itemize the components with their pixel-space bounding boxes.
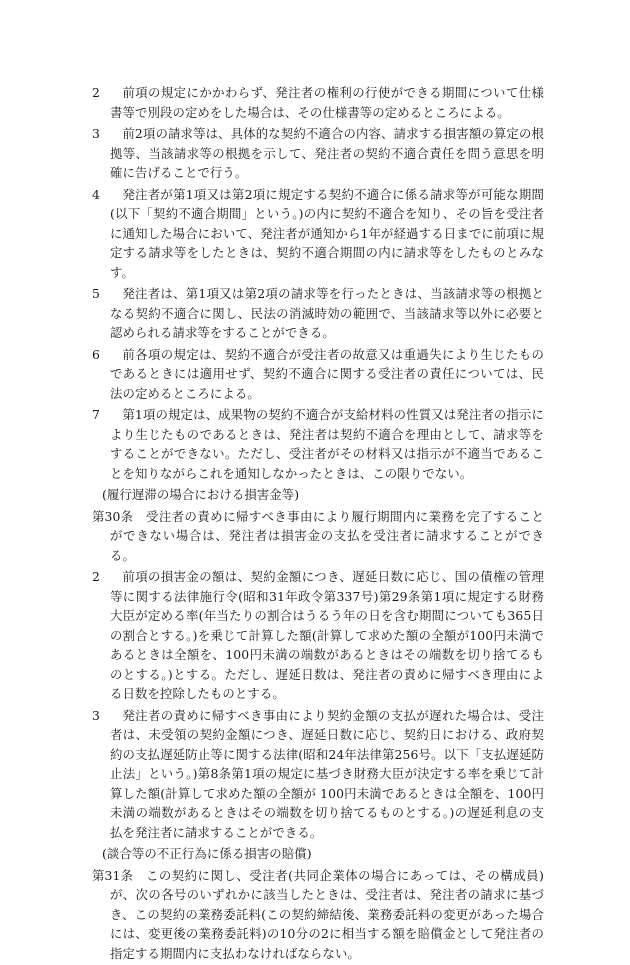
clause-29-3 <box>92 124 544 183</box>
article-30-heading: (履行遅滞の場合における損害金等) <box>102 487 300 502</box>
clause-number: 7 <box>92 407 100 422</box>
clause-30-3 <box>92 706 544 843</box>
clause-number: 2 <box>92 85 100 100</box>
clause-text: 前各項の規定は、契約不適合が受注者の故意又は重過失により生じたものであるときには適用せず、契約不適合に関する受注者の責任については、民法の定めるところによる。 <box>110 346 544 401</box>
clause-29-4 <box>92 185 544 283</box>
article-number: 第30条 <box>92 508 133 524</box>
clause-number: 3 <box>92 126 100 141</box>
clause-number: 3 <box>92 707 100 723</box>
clause-text: 発注者は、第1項又は第2項の請求等を行ったときは、当該請求等の根拠となる契約不適合に関し、民法の消滅時効の範囲で、当該請求等以外に必要と認められる請求等をすることができる。 <box>110 286 544 340</box>
clause-number: 5 <box>92 286 100 301</box>
article-text: この契約に関し、受注者(共同企業体の場合にあっては、その構成員)が、次の各号のいずれかに該当したときは、受注者は、発注者の請求に基づき、この契約の業務委託料(この契約締結後、業務委託料の変更があった場合には、変更後の業務委託料)の10分の2に相当する額を賠償金として発注者の指定する期間内に支払わなければならない。 <box>110 867 544 961</box>
article-number: 第31条 <box>92 867 133 883</box>
document-body <box>92 83 544 965</box>
clause-29-5 <box>92 284 544 343</box>
clause-29-7 <box>92 405 544 483</box>
clause-text: 第1項の規定は、成果物の契約不適合が支給材料の性質又は発注者の指示により生じたものであるときは、発注者は契約不適合を理由として、請求等をすることができない。ただし、受注者がその材料又は指示が不適当であることを知りながらこれを通知しなかったときは、この限りでない。 <box>110 407 544 481</box>
clause-29-2 <box>92 83 544 122</box>
article-31-heading: (談合等の不正行為に係る損害の賠償) <box>102 846 312 861</box>
clause-text: 発注者の責めに帰すべき事由により契約金額の支払が遅れた場合は、受注者は、未受領の契約金額につき、遅延日数に応じ、契約日における、政府契約の支払遅延防止等に関する法律(昭和24年法律第256号。以下「支払遅延防止法」という。)第8条第1項の規定に基づき財務大臣が決定する率を乗じて計算した額(計算して求めた額の全額が 100円未満であるときは全額を、100円未満の端数があるときはその端数を切り捨てるものとする。)の遅延利息の支払を発注者に請求することができる。 <box>110 707 544 840</box>
clause-text: 前2項の請求等は、具体的な契約不適合の内容、請求する損害額の算定の根拠等、当該請求等の根拠を示して、発注者の契約不適合責任を問う意思を明確に告げることで行う。 <box>110 126 544 180</box>
clause-29-6 <box>92 345 544 404</box>
clause-30-2 <box>92 567 544 704</box>
article-31 <box>92 866 544 964</box>
article-text: 受注者の責めに帰すべき事由により履行期間内に業務を完了することができない場合は、発注者は損害金の支払を受注者に請求することができる。 <box>110 508 544 563</box>
article-30 <box>92 507 544 566</box>
clause-number: 2 <box>92 569 100 584</box>
clause-number: 4 <box>92 186 100 202</box>
clause-text: 前項の損害金の額は、契約金額につき、遅延日数に応じ、国の債権の管理等に関する法律施行令(昭和31年政令第337号)第29条第1項に規定する財務大臣が定める率(年当たりの割合はうるう年の日を含む期間についても365日の割合とする。)を乗じて計算した額(計算して求めた額の全額が100円未満であるときは全額を、100円未満の端数があるときはその端数を切り捨てるものとする。)とする。ただし、遅延日数は、発注者の責めに帰すべき理由による日数を控除したものとする。 <box>110 569 544 701</box>
clause-number: 6 <box>92 346 100 362</box>
clause-text: 発注者が第1項又は第2項に規定する契約不適合に係る請求等が可能な期間(以下「契約不適合期間」という。)の内に契約不適合を知り、その旨を受注者に通知した場合において、発注者が通知から1年が経過する日までに前項に規定する請求等をしたときは、契約不適合期間の内に請求等をしたものとみなす。 <box>110 186 544 280</box>
clause-text: 前項の規定にかかわらず、発注者の権利の行使ができる期間について仕様書等で別段の定めをした場合は、その仕様書等の定めるところによる。 <box>110 85 544 120</box>
